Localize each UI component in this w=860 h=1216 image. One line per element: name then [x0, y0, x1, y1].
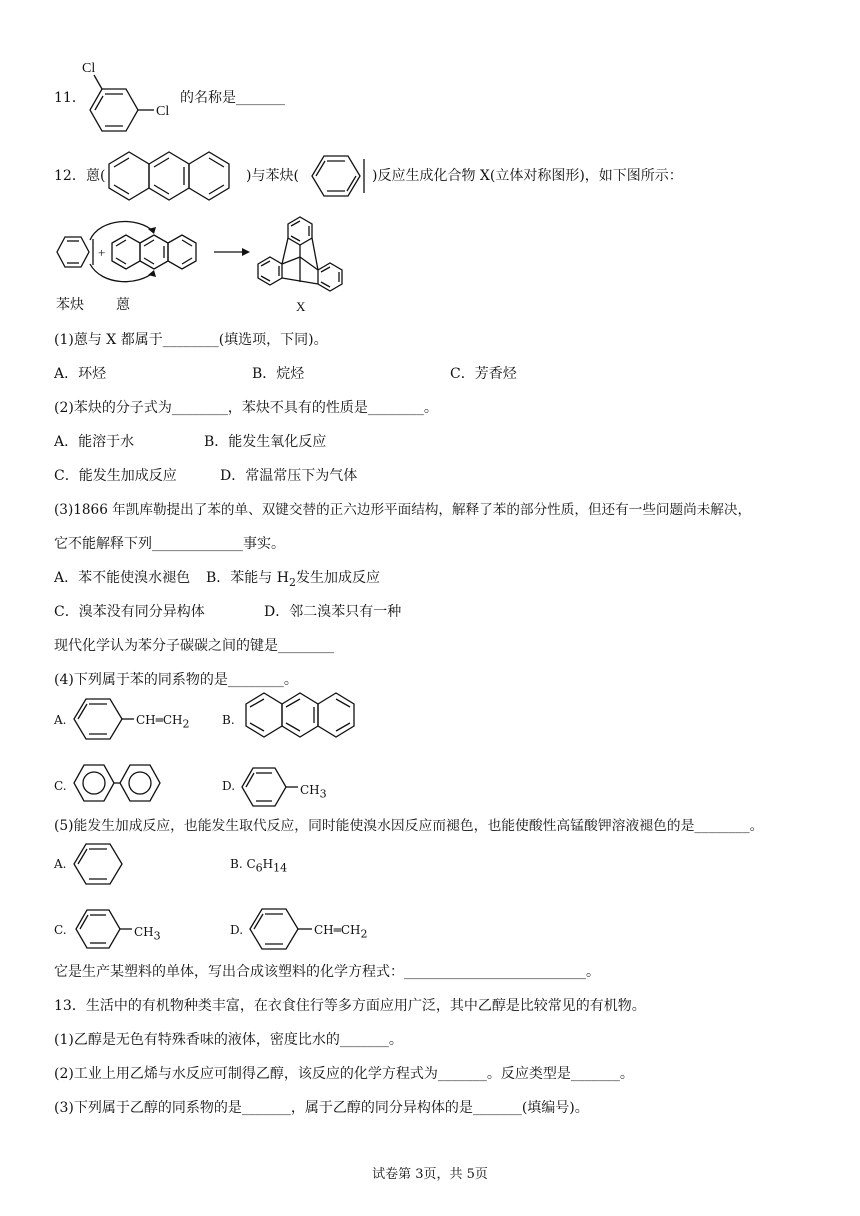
p4-d-formula: $CH_3$: [300, 783, 327, 801]
p5-d-formula: $CH═CH_2$: [314, 923, 368, 941]
p2-option-c: C．能发生加成反应: [54, 468, 177, 484]
q12-part1: (1)蒽与 X 都属于________(填选项，下同)。: [54, 332, 328, 348]
reaction-scheme: [50, 212, 370, 320]
p2-option-d: D．常温常压下为气体: [220, 468, 358, 484]
biphenyl-structure-p4c: [74, 758, 174, 808]
p3-option-d: D．邻二溴苯只有一种: [264, 604, 402, 620]
p1-option-c: C．芳香烃: [450, 366, 517, 382]
anthracene-inline-structure: [100, 150, 245, 202]
page-footer: 试卷第 3页，共 5页: [372, 1167, 488, 1182]
q13-intro: 13．生活中的有机物种类丰富，在衣食住行等多方面应用广泛，其中乙醇是比较常见的有机物。: [54, 998, 646, 1014]
p4-label-a: A.: [54, 713, 67, 727]
p5-label-d: D.: [230, 923, 244, 937]
q12-part5: (5)能发生加成反应，也能发生取代反应，同时能使溴水因反应而褪色，也能使酸性高锰酸钾溶液褪色的是________。: [54, 818, 764, 834]
p2-option-b: B．能发生氧化反应: [204, 434, 327, 450]
p5-label-c: C.: [54, 923, 67, 937]
plus-sign: +: [98, 245, 106, 260]
m-dichlorobenzene-structure: [80, 56, 180, 136]
q12-intro-c: )反应生成化合物 X(立体对称图形)，如下图所示：: [372, 168, 683, 184]
q12-part3-line1: (3)1866 年凯库勒提出了苯的单、双键交替的正六边形平面结构，解释了苯的部分性质，但还有一些问题尚未解决，: [54, 502, 752, 518]
p5-label-a: A.: [54, 857, 67, 871]
p5-c-formula: $CH_3$: [134, 925, 161, 943]
p4-a-formula: $CH═CH_2$: [136, 713, 190, 731]
p3-option-c: C．溴苯没有同分异构体: [54, 604, 205, 620]
p3-option-a: A．苯不能使溴水褪色: [54, 570, 191, 586]
p5-polymer-question: 它是生产某塑料的单体，写出合成该塑料的化学方程式：__________________________。: [54, 964, 600, 980]
p2-option-a: A．能溶于水: [54, 434, 135, 450]
q12-number: 12．: [54, 168, 86, 184]
q13-part3: (3)下列属于乙醇的同系物的是_______，属于乙醇的同分异构体的是_______(填编号)。: [54, 1100, 589, 1116]
p4-label-b: B.: [222, 713, 235, 727]
p1-option-b: B．烷烃: [252, 366, 305, 382]
cl-top-label: Cl: [82, 61, 96, 76]
label-x: X: [296, 299, 306, 314]
benzene-structure-p5a: [74, 840, 130, 888]
p3-modern-view: 现代化学认为苯分子碳碳之间的键是________: [54, 638, 334, 654]
q12-intro-b: )与苯炔(: [246, 168, 299, 184]
q11-text: 的名称是_______: [180, 90, 285, 106]
q12-part4: (4)下列属于苯的同系物的是________。: [54, 672, 298, 688]
p1-option-a: A．环烃: [54, 366, 107, 382]
p4-label-c: C.: [54, 779, 67, 793]
anthracene-structure-p4b: [240, 690, 365, 740]
p4-label-d: D.: [222, 779, 236, 793]
q12-part3-line2: 它不能解释下列_____________事实。: [54, 536, 285, 552]
q12-part2: (2)苯炔的分子式为________，苯炔不具有的性质是________。: [54, 400, 438, 416]
q12-intro-a: 蒽(: [86, 168, 106, 184]
q13-part1: (1)乙醇是无色有特殊香味的液体，密度比水的_______。: [54, 1032, 403, 1048]
toluene-structure-p5c: [76, 906, 176, 952]
label-anthracene: 蒽: [116, 298, 130, 313]
benzene-ring: [90, 89, 138, 131]
toluene-structure-p4d: [242, 764, 342, 810]
q13-part2: (2)工业上用乙烯与水反应可制得乙醇，该反应的化学方程式为_______。反应类型是_______。: [54, 1066, 634, 1082]
label-benzyne: 苯炔: [56, 298, 84, 313]
q11-number: 11．: [54, 90, 86, 106]
cl-right-label: Cl: [156, 104, 170, 119]
p5-option-b-formula: B. $C_6H_{14}$: [230, 857, 288, 875]
benzyne-inline-structure: [312, 151, 372, 201]
p3-option-b: B．苯能与 $H_2$发生加成反应: [206, 570, 380, 589]
